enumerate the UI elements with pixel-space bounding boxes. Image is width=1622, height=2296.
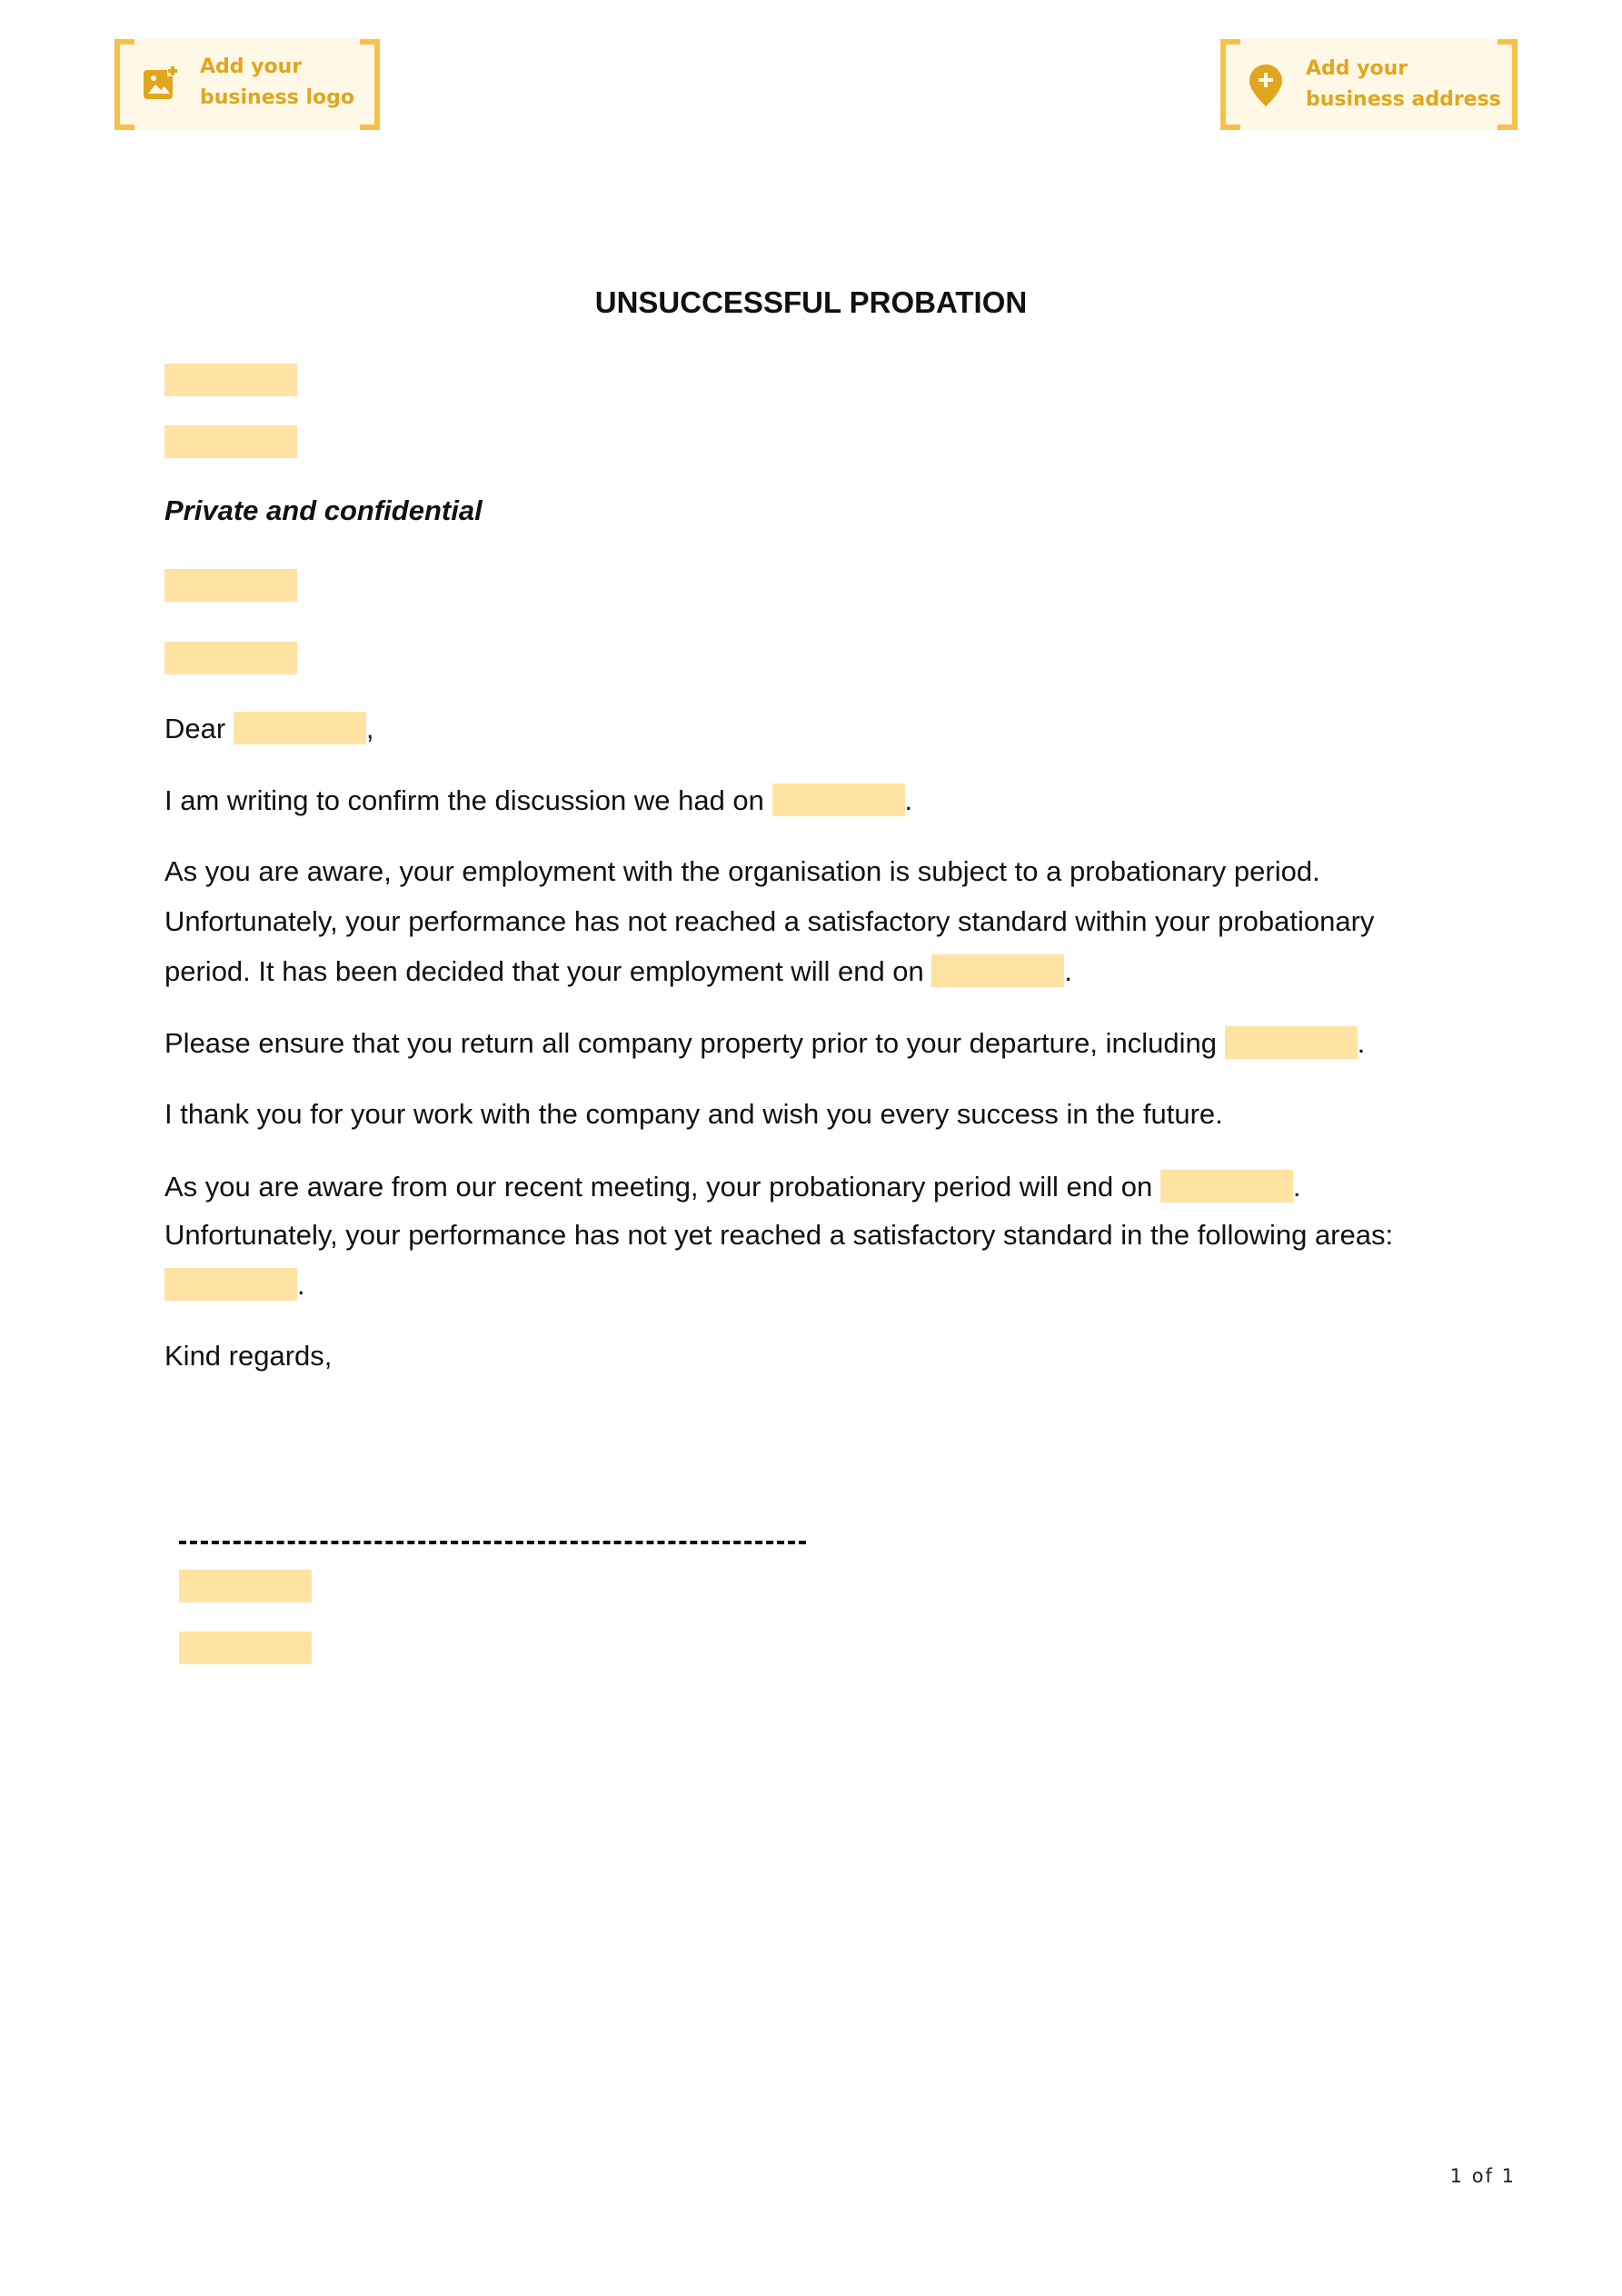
salutation-text: Dear <box>164 713 226 744</box>
para-discussion-text: I am writing to confirm the discussion we had on <box>164 784 764 816</box>
para-property <box>164 1026 1365 1060</box>
period: . <box>904 784 913 816</box>
sender-field-1[interactable] <box>164 364 297 396</box>
page-indicator: 1 of 1 <box>1449 2165 1516 2187</box>
period: . <box>1357 1027 1366 1059</box>
signatory-name-field[interactable] <box>179 1570 312 1602</box>
para-meeting-line3 <box>164 1268 305 1302</box>
para-probation-line3-text: period. It has been decided that your employment will end on <box>164 955 924 987</box>
address-placeholder-label <box>1306 54 1501 115</box>
period: . <box>1064 955 1073 987</box>
address-placeholder-line2: business address <box>1306 88 1501 111</box>
probation-end-date-field[interactable] <box>1160 1170 1293 1203</box>
salutation-comma: , <box>365 713 374 744</box>
address-placeholder-line1: Add your <box>1306 57 1408 80</box>
closing-text: Kind regards, <box>164 1340 333 1372</box>
employment-end-date-field[interactable] <box>931 954 1064 987</box>
para-meeting-line1-text: As you are aware from our recent meeting, your probationary period will end on <box>164 1171 1153 1203</box>
recipient-field-1[interactable] <box>164 569 297 602</box>
company-property-field[interactable] <box>1225 1026 1358 1059</box>
signature-line <box>179 1541 806 1544</box>
bracket-right <box>360 39 380 130</box>
add-business-logo-button[interactable] <box>114 39 380 130</box>
logo-placeholder-line2: business logo <box>200 86 354 109</box>
discussion-date-field[interactable] <box>772 784 905 816</box>
para-meeting-line2: Unfortunately, your performance has not yet reached a satisfactory standard in the following areas: <box>164 1219 1394 1251</box>
para-meeting-line1 <box>164 1170 1301 1203</box>
para-thanks: I thank you for your work with the company and wish you every success in the future. <box>164 1098 1223 1130</box>
para-probation-line1: As you are aware, your employment with the organisation is subject to a probationary period. <box>164 855 1320 887</box>
para-probation-line2: Unfortunately, your performance has not reached a satisfactory standard within your probationary <box>164 905 1375 937</box>
period: . <box>297 1269 305 1301</box>
period: . <box>1292 1171 1301 1203</box>
para-discussion <box>164 784 912 817</box>
location-pin-plus-icon <box>1248 63 1284 108</box>
letter-title: UNSUCCESSFUL PROBATION <box>594 285 1028 319</box>
confidential-label: Private and confidential <box>164 494 483 526</box>
sender-field-2[interactable] <box>164 425 297 458</box>
para-property-text: Please ensure that you return all company property prior to your departure, including <box>164 1027 1217 1059</box>
para-probation-line3 <box>164 954 1072 988</box>
bracket-left <box>1220 39 1240 130</box>
add-business-address-button[interactable] <box>1220 39 1518 130</box>
signatory-title-field[interactable] <box>179 1632 312 1664</box>
logo-placeholder-label <box>200 52 354 114</box>
salutation-line <box>164 712 373 745</box>
performance-areas-field[interactable] <box>164 1268 297 1301</box>
add-image-icon <box>142 65 178 101</box>
recipient-name-field[interactable] <box>234 712 366 744</box>
logo-placeholder-line1: Add your <box>200 55 303 78</box>
bracket-left <box>114 39 134 130</box>
recipient-field-2[interactable] <box>164 642 297 674</box>
